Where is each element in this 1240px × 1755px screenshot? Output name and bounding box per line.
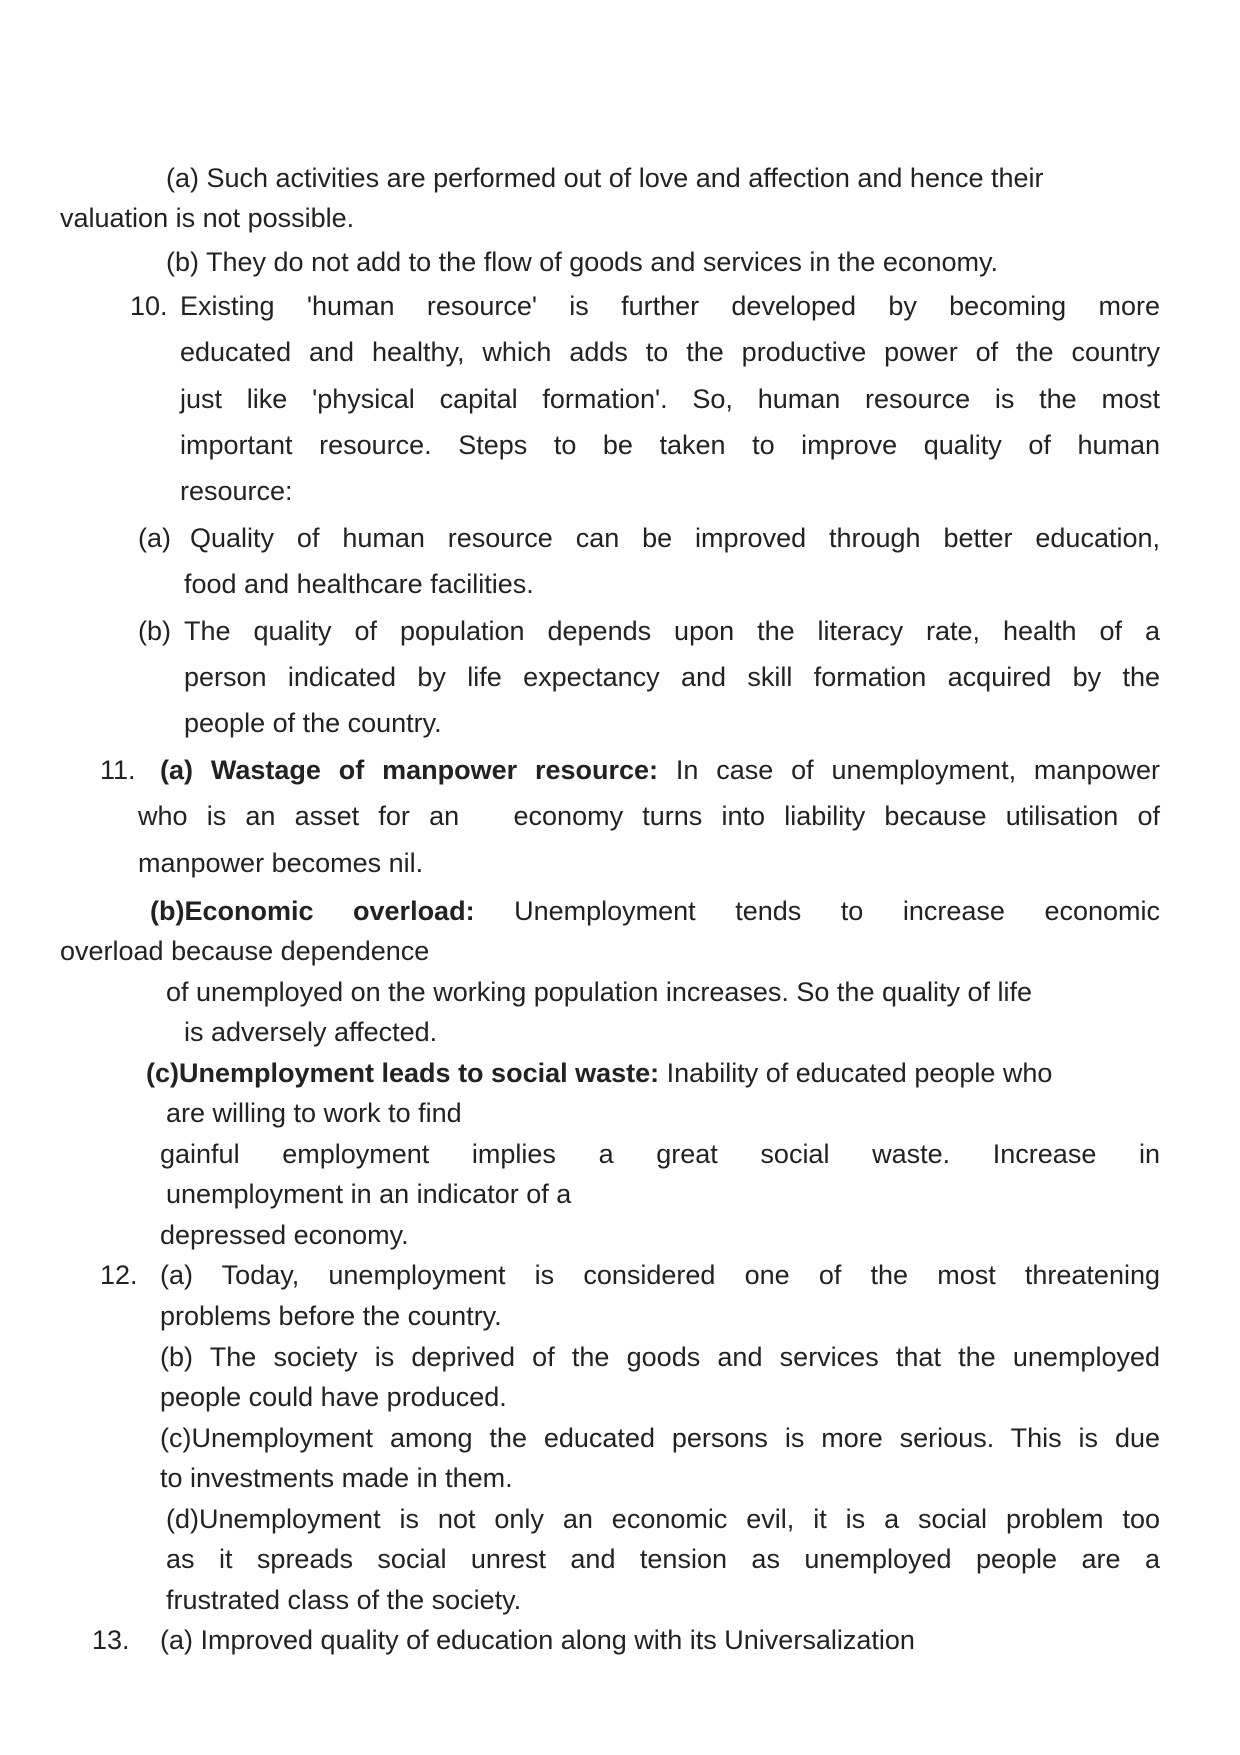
q11-a-line1 (160, 752, 1160, 788)
q11-c-text: Inability of educated people who (666, 1058, 1053, 1088)
q10-text-line: resource: (180, 476, 293, 506)
q11-b-line3: of unemployed on the working population increases. So the quality of life (166, 977, 1033, 1007)
q10-b-line: The quality of population depends upon the literacy rate, health of a (184, 616, 1160, 646)
q11-c-line1 (146, 1055, 1052, 1091)
q10-a-line: food and healthcare facilities. (184, 569, 534, 599)
q13-a: (a) Improved quality of education along with its Universalization (160, 1625, 915, 1655)
q9-b: (b) They do not add to the flow of goods and services in the economy. (166, 247, 998, 277)
q11-b-line4: is adversely affected. (184, 1017, 438, 1047)
q10-text-line: educated and healthy, which adds to the productive power of the country (180, 337, 1160, 367)
q10-a-marker: (a) (138, 523, 171, 553)
q11-a-line2 (138, 798, 1160, 834)
q12-c-line: (c)Unemployment among the educated persons is more serious. This is due (160, 1423, 1160, 1453)
q12-a-line: (a) Today, unemployment is considered one of the most threatening (160, 1260, 1160, 1290)
q12-b-line: (b) The society is deprived of the goods and services that the unemployed (160, 1342, 1160, 1372)
q11-b-text: Unemployment tends to increase economic (514, 896, 1160, 926)
q10-a-line: Quality of human resource can be improved through better education, (190, 523, 1160, 553)
q11-b-line2: overload because dependence (60, 936, 430, 966)
q11-a-text: In case of unemployment, manpower (675, 755, 1160, 785)
q9-a-line2: valuation is not possible. (60, 203, 355, 233)
q11-c-line4: unemployment in an indicator of a (166, 1179, 572, 1209)
q11-a-title: (a) Wastage of manpower resource: (160, 755, 658, 785)
q12-a-line: problems before the country. (160, 1301, 502, 1331)
q11-c-line3: gainful employment implies a great social waste. Increase in (160, 1139, 1160, 1169)
q13-number: 13. (92, 1625, 130, 1655)
q11-b-line1 (150, 893, 1160, 929)
q10-b-marker: (b) (138, 616, 171, 646)
q11-number: 11. (100, 755, 136, 785)
q12-number: 12. (100, 1260, 138, 1290)
q10-text-line: important resource. Steps to be taken to improve quality of human (180, 430, 1160, 460)
q12-d-line: frustrated class of the society. (166, 1585, 522, 1615)
q12-c-line: to investments made in them. (160, 1463, 513, 1493)
q10-text-line: Existing 'human resource' is further developed by becoming more (180, 291, 1160, 321)
q11-c-line5: depressed economy. (160, 1220, 409, 1250)
q11-a-line3: manpower becomes nil. (138, 848, 424, 878)
q12-d-line: as it spreads social unrest and tension as unemployed people are a (166, 1544, 1160, 1574)
q10-b-line: person indicated by life expectancy and skill formation acquired by the (184, 662, 1160, 692)
q11-a-text-part1: who is an asset for an (138, 801, 460, 831)
q11-c-title: (c)Unemployment leads to social waste: (146, 1058, 660, 1088)
q10-b-line: people of the country. (184, 708, 442, 738)
q10-text-line: just like 'physical capital formation'. So, human resource is the most (180, 384, 1160, 414)
q9-a-line1: (a) Such activities are performed out of love and affection and hence their (166, 163, 1044, 193)
q11-b-title: (b)Economic overload: (150, 896, 475, 926)
q12-b-line: people could have produced. (160, 1382, 507, 1412)
q10-number: 10. (130, 291, 168, 321)
q11-c-line2: are willing to work to find (166, 1098, 462, 1128)
q12-d-line: (d)Unemployment is not only an economic evil, it is a social problem too (166, 1504, 1160, 1534)
q11-a-text-part2: economy turns into liability because utilisation of (513, 801, 1160, 831)
